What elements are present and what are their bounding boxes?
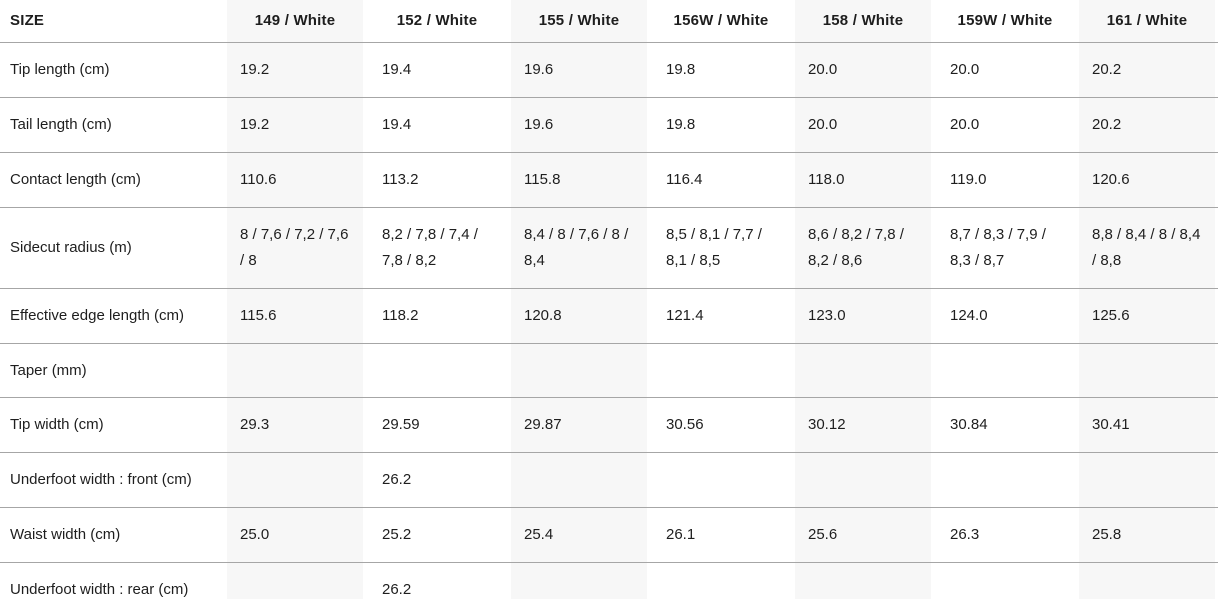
spec-value — [792, 344, 934, 397]
spec-value: 115.6 — [224, 289, 366, 343]
spec-row — [0, 42, 1218, 97]
column-header: 156W / White — [673, 12, 769, 29]
spec-value — [934, 453, 1076, 507]
spec-value: 8,5 / 8,1 / 7,7 / 8,1 / 8,5 — [666, 226, 762, 269]
spec-value: 113.2 — [382, 171, 419, 188]
spec-value: 8,2 / 7,8 / 7,4 / 7,8 / 8,2 — [382, 226, 478, 269]
spec-value: 19.6 — [508, 43, 650, 97]
spec-value: 123.0 — [792, 289, 934, 343]
header-row — [0, 0, 1218, 42]
spec-value: 119.0 — [950, 171, 987, 188]
row-label: Tip length (cm) — [10, 61, 110, 78]
spec-row — [0, 507, 1218, 562]
spec-row — [0, 562, 1218, 599]
spec-value: 26.1 — [666, 526, 696, 543]
spec-value: 20.2 — [1076, 43, 1218, 97]
spec-value — [1076, 563, 1218, 599]
spec-value: 19.2 — [224, 98, 366, 152]
row-label: Waist width (cm) — [10, 526, 121, 543]
spec-value: 125.6 — [1076, 289, 1218, 343]
spec-value: 29.3 — [224, 398, 366, 452]
spec-row — [0, 343, 1218, 397]
spec-value — [224, 563, 366, 599]
column-header: 158 / White — [792, 0, 934, 42]
spec-value: 20.0 — [792, 43, 934, 97]
spec-value: 20.0 — [792, 98, 934, 152]
spec-value — [650, 344, 792, 397]
spec-row — [0, 152, 1218, 207]
spec-value: 25.2 — [382, 526, 412, 543]
spec-value — [508, 563, 650, 599]
row-label: Contact length (cm) — [10, 171, 141, 188]
spec-value: 26.2 — [382, 471, 412, 488]
spec-row — [0, 207, 1218, 288]
spec-value: 8 / 7,6 / 7,2 / 7,6 / 8 — [224, 208, 366, 288]
spec-value: 120.6 — [1076, 153, 1218, 207]
column-header: 152 / White — [396, 12, 478, 29]
row-label: Taper (mm) — [10, 361, 87, 379]
spec-value: 20.2 — [1076, 98, 1218, 152]
spec-value: 120.8 — [508, 289, 650, 343]
spec-value — [508, 344, 650, 397]
spec-value — [1076, 453, 1218, 507]
spec-value: 29.59 — [382, 416, 420, 433]
column-header: 161 / White — [1076, 0, 1218, 42]
spec-value — [792, 453, 934, 507]
spec-value — [650, 563, 792, 599]
spec-value: 8,8 / 8,4 / 8 / 8,4 / 8,8 — [1076, 208, 1218, 288]
spec-value: 8,7 / 8,3 / 7,9 / 8,3 / 8,7 — [950, 226, 1046, 269]
spec-value: 116.4 — [666, 171, 703, 188]
size-header-label: SIZE — [10, 12, 45, 29]
spec-value: 19.2 — [224, 43, 366, 97]
spec-value: 30.84 — [950, 416, 988, 433]
spec-row — [0, 97, 1218, 152]
column-header: 159W / White — [957, 12, 1053, 29]
spec-value: 30.56 — [666, 416, 704, 433]
spec-value — [792, 563, 934, 599]
spec-value: 8,6 / 8,2 / 7,8 / 8,2 / 8,6 — [792, 208, 934, 288]
spec-value: 19.8 — [666, 61, 696, 78]
spec-value: 19.4 — [382, 61, 412, 78]
spec-value: 29.87 — [508, 398, 650, 452]
spec-value: 19.4 — [382, 116, 412, 133]
spec-value: 30.41 — [1076, 398, 1218, 452]
spec-value — [224, 453, 366, 507]
spec-value: 25.4 — [508, 508, 650, 562]
row-label: Sidecut radius (m) — [10, 239, 132, 256]
spec-value: 8,4 / 8 / 7,6 / 8 / 8,4 — [508, 208, 650, 288]
spec-value: 26.3 — [950, 526, 980, 543]
spec-value: 19.6 — [508, 98, 650, 152]
spec-value: 115.8 — [508, 153, 650, 207]
row-label: Effective edge length (cm) — [10, 307, 184, 324]
spec-value: 118.2 — [382, 307, 419, 324]
spec-value — [224, 344, 366, 397]
column-header: 155 / White — [508, 0, 650, 42]
spec-value: 30.12 — [792, 398, 934, 452]
row-label: Underfoot width : rear (cm) — [10, 581, 189, 598]
spec-value: 19.8 — [666, 116, 696, 133]
spec-value: 25.0 — [224, 508, 366, 562]
spec-value: 110.6 — [224, 153, 366, 207]
row-label: Tail length (cm) — [10, 116, 112, 133]
spec-value: 20.0 — [950, 61, 980, 78]
spec-row — [0, 452, 1218, 507]
spec-value: 25.8 — [1076, 508, 1218, 562]
spec-value — [934, 344, 1076, 397]
spec-value: 121.4 — [666, 307, 704, 324]
spec-value: 124.0 — [950, 307, 988, 324]
spec-value: 26.2 — [382, 581, 412, 598]
spec-value: 20.0 — [950, 116, 980, 133]
spec-row — [0, 288, 1218, 343]
spec-value: 118.0 — [792, 153, 934, 207]
row-label: Underfoot width : front (cm) — [10, 471, 192, 488]
spec-value — [508, 453, 650, 507]
spec-value — [934, 563, 1076, 599]
spec-value — [366, 344, 508, 397]
spec-row — [0, 397, 1218, 452]
spec-value — [1076, 344, 1218, 397]
column-header: 149 / White — [224, 0, 366, 42]
spec-value — [650, 453, 792, 507]
row-label: Tip width (cm) — [10, 416, 104, 433]
spec-value: 25.6 — [792, 508, 934, 562]
